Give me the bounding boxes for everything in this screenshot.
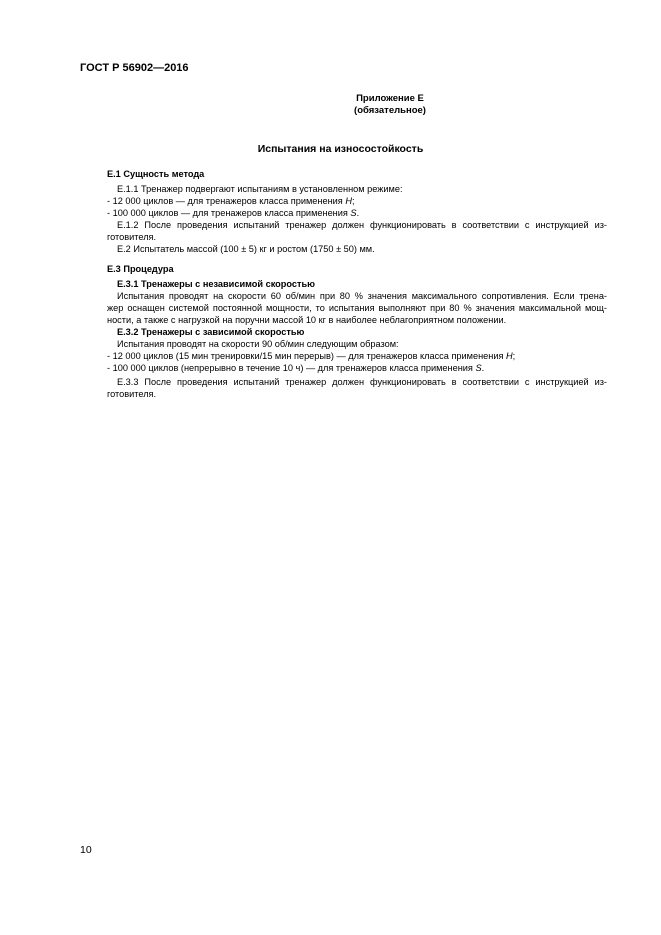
document-code: ГОСТ Р 56902—2016 [80,62,189,74]
paragraph-e1-2-line2: готовителя. [107,232,157,242]
paragraph-e3-2: Испытания проводят на скорости 90 об/мин следующим образом: [117,339,399,349]
paragraph-e3-1-line1: Испытания проводят на скорости 60 об/мин при 80 % значения максимального сопротивления. Если трена- [117,291,607,301]
paragraph-e1-2-line1: Е.1.2 После проведения испытаний тренажер должен функционировать в соответствии с инструкцией из- [117,220,607,230]
annex-title: Испытания на износостойкость [257,143,424,155]
paragraph-e3-3-line1: Е.3.3 После проведения испытаний тренажер должен функционировать в соответствии с инструкцией из- [117,377,607,387]
annex-label: Приложение Е [356,93,424,104]
page-number: 10 [80,844,92,856]
class-symbol: S [350,208,357,218]
paragraph-e3-1-line3: ности, а также с нагрузкой на поручни массой 10 кг в наиболее неблагоприятном положении. [107,315,507,325]
section-heading-e1: Е.1 Сущность метода [107,169,205,179]
paragraph-e1-1: Е.1.1 Тренажер подвергают испытаниям в установленном режиме: [117,184,403,194]
list-item: - 100 000 циклов — для тренажеров класса применения S. [107,208,360,218]
paragraph-e2: Е.2 Испытатель массой (100 ± 5) кг и ростом (1750 ± 50) мм. [117,244,375,254]
list-item: - 12 000 циклов (15 мин тренировки/15 мин перерыв) — для тренажеров класса применения Н; [107,351,516,361]
paragraph-e3-1-line2: жер оснащен системой постоянной мощности, то испытания выполняют при 80 % значения максимальной мощ- [107,303,607,313]
section-heading-e3: Е.3 Процедура [107,264,174,274]
list-item: - 12 000 циклов — для тренажеров класса применения Н; [107,196,355,206]
annex-status: (обязательное) [354,105,426,116]
class-symbol: S [475,363,482,373]
paragraph-e3-3-line2: готовителя. [107,389,157,399]
class-symbol: Н [345,196,352,206]
list-item: - 100 000 циклов (непрерывно в течение 10 ч) — для тренажеров класса применения S. [107,363,485,373]
subsection-heading-e3-2: Е.3.2 Тренажеры с зависимой скоростью [117,327,305,337]
subsection-heading-e3-1: Е.3.1 Тренажеры с независимой скоростью [117,279,315,289]
class-symbol: Н [506,351,513,361]
